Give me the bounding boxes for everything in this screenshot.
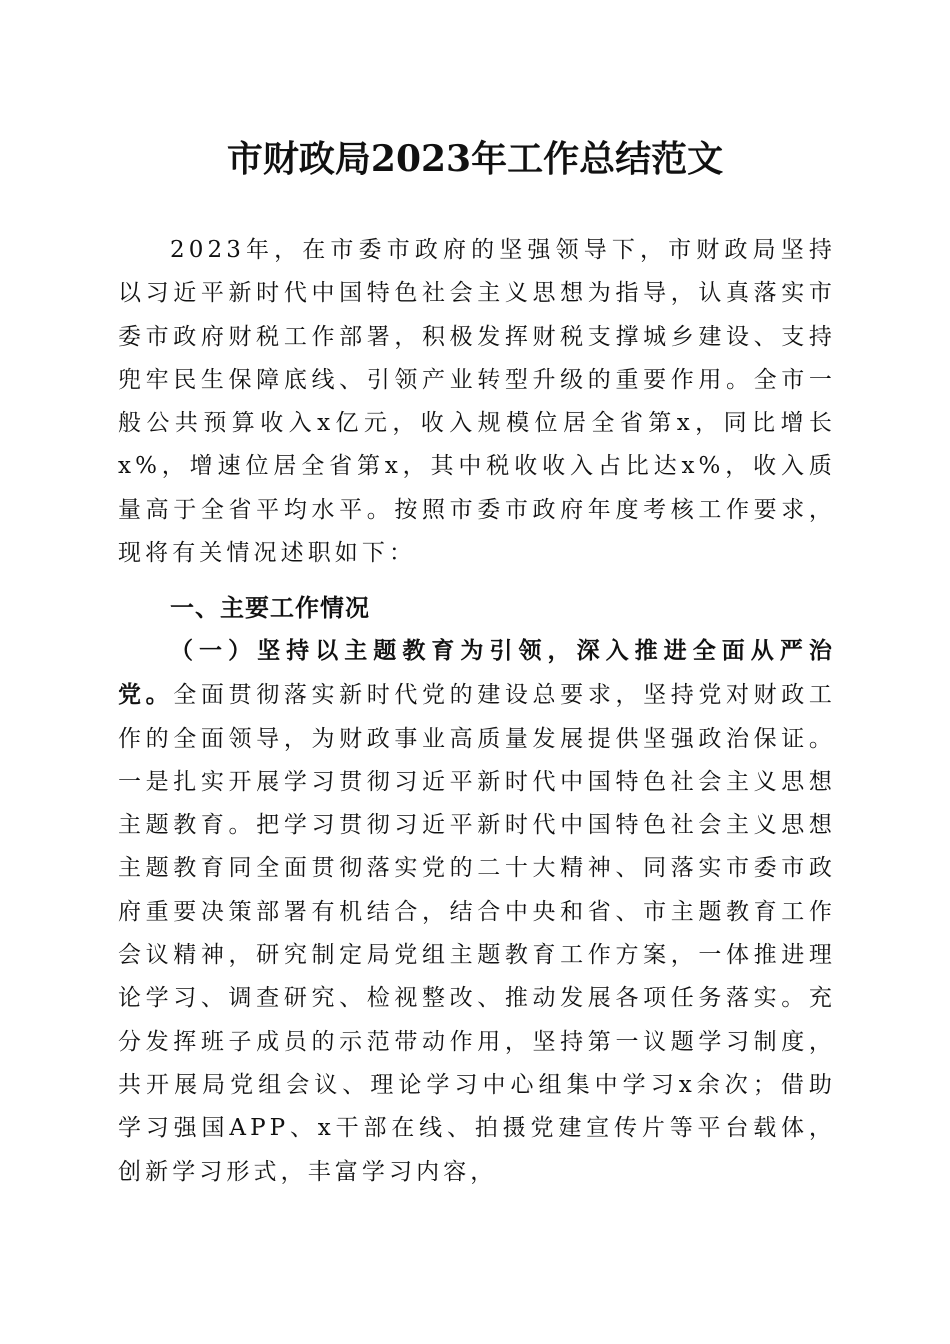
section-heading: 一、主要工作情况 [170, 594, 370, 622]
document-title: 市财政局2023年工作总结范文 [226, 138, 724, 180]
subsection-lead: （一）坚持以主题教育为引领，深入推进全面从严治党。 [118, 637, 836, 709]
subsection-body: 全面贯彻落实新时代党的建设总要求，坚持党对财政工作的全面领导，为财政事业高质量发展提供坚强政治保证。一是扎实开展学习贯彻习近平新时代中国特色社会主义思想主题教育。把学习贯彻习近平新时代中国特色社会主义思想主题教育同全面贯彻落实党的二十大精神、同落实市委市政府重要决策部署有机结合，结合中央和省、市主题教育工作会议精神，研究制定局党组主题教育工作方案，一体推进理论学习、调查研究、检视整改、推动发展各项任务落实。充分发挥班子成员的示范带动作用，坚持第一议题学习制度，共开展局党组会议、理论学习中心组集中学习x余次；借助学习强国APP、x干部在线、拍摄党建宣传片等平台载体，创新学习形式，丰富学习内容， [118, 682, 837, 1185]
intro-paragraph: 2023年，在市委市政府的坚强领导下，市财政局坚持以习近平新时代中国特色社会主义思想为指导，认真落实市委市政府财税工作部署，积极发挥财税支撑城乡建设、支持兜牢民生保障底线、引领产业转型升级的重要作用。全市一般公共预算收入x亿元，收入规模位居全省第x，同比增长x%，增速位居全省第x，其中税收收入占比达x%，收入质量高于全省平均水平。按照市委市政府年度考核工作要求，现将有关情况述职如下： [118, 237, 836, 567]
subsection-paragraph [118, 629, 836, 1194]
